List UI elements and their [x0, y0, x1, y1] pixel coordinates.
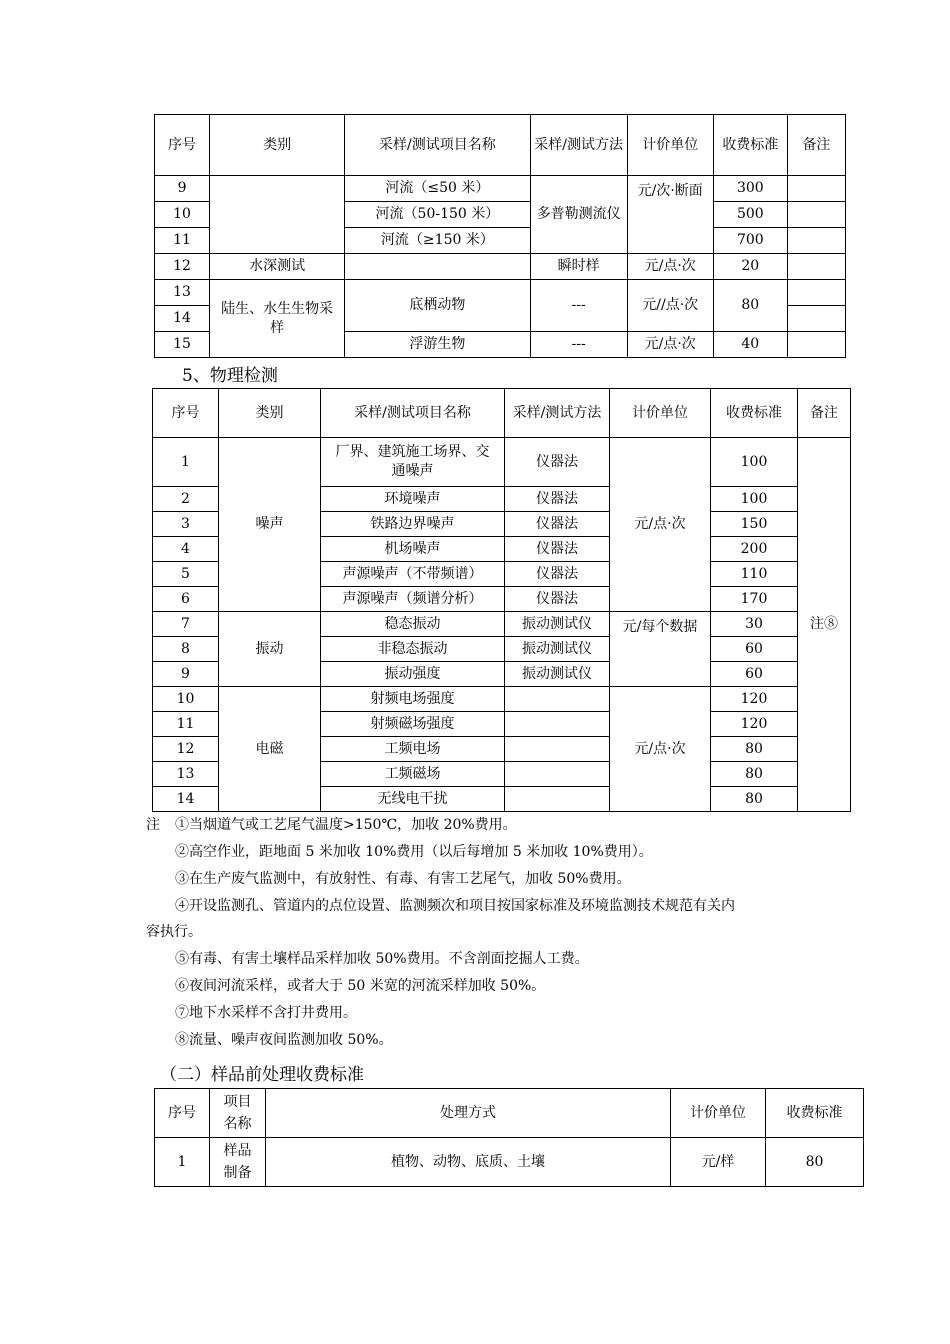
unit-cell: 元/每个数据	[610, 612, 711, 687]
item-cell: 浮游生物	[345, 332, 530, 358]
price-cell: 170	[711, 587, 798, 612]
header-cell: 计价单位	[671, 1089, 766, 1138]
header-cell: 序号	[155, 115, 210, 176]
header-cell: 序号	[153, 389, 219, 438]
row-number: 3	[153, 512, 219, 537]
item-cell: 射频电场强度	[321, 687, 505, 712]
price-cell: 40	[713, 332, 787, 358]
item-cell	[345, 254, 530, 280]
item-cell: 河流（50-150 米）	[345, 202, 530, 228]
price-cell: 100	[711, 438, 798, 487]
table-row	[155, 280, 846, 306]
row-number: 15	[155, 332, 210, 358]
table-row	[155, 176, 846, 202]
item-cell: 河流（≥150 米）	[345, 228, 530, 254]
header-cell: 类别	[219, 389, 321, 438]
header-cell: 备注	[798, 389, 851, 438]
price-cell: 30	[711, 612, 798, 637]
item-cell: 振动强度	[321, 662, 505, 687]
row-number: 10	[153, 687, 219, 712]
table-header-row	[155, 1089, 864, 1138]
note-6: ⑥夜间河流采样，或者大于 50 米宽的河流采样加收 50%。	[175, 978, 546, 994]
remark-cell	[787, 228, 845, 254]
row-number: 11	[153, 712, 219, 737]
category-cell: 振动	[219, 612, 321, 687]
note-4: ④开设监测孔、管道内的点位设置、监测频次和项目按国家标准及环境监测技术规范有关内	[175, 898, 735, 914]
notes-label: 注	[146, 817, 160, 833]
item-cell: 河流（≤50 米）	[345, 176, 530, 202]
row-number: 9	[155, 176, 210, 202]
header-cell: 计价单位	[627, 115, 713, 176]
physical-testing-table	[152, 388, 851, 812]
method-cell: 植物、动物、底质、土壤	[266, 1138, 671, 1187]
table-row	[153, 687, 851, 712]
method-cell: 仪器法	[505, 562, 610, 587]
method-cell: 振动测试仪	[505, 662, 610, 687]
item-cell: 声源噪声（频谱分析）	[321, 587, 505, 612]
header-cell: 类别	[210, 115, 345, 176]
category-cell: 噪声	[219, 438, 321, 612]
unit-cell: 元/点·次	[610, 687, 711, 812]
price-cell: 700	[713, 228, 787, 254]
category-cell: 陆生、水生生物采样	[210, 280, 345, 358]
item-cell: 无线电干扰	[321, 787, 505, 812]
section-title-pretreatment: （二）样品前处理收费标准	[160, 1065, 364, 1085]
price-cell: 300	[713, 176, 787, 202]
row-number: 14	[153, 787, 219, 812]
price-cell: 150	[711, 512, 798, 537]
row-number: 13	[153, 762, 219, 787]
header-cell: 采样/测试方法	[530, 115, 627, 176]
item-cell: 声源噪声（不带频谱）	[321, 562, 505, 587]
price-cell: 500	[713, 202, 787, 228]
table-row	[153, 438, 851, 487]
method-cell: 瞬时样	[530, 254, 627, 280]
method-cell: 振动测试仪	[505, 637, 610, 662]
item-cell: 铁路边界噪声	[321, 512, 505, 537]
header-cell: 采样/测试方法	[505, 389, 610, 438]
item-cell: 射频磁场强度	[321, 712, 505, 737]
category-cell: 电磁	[219, 687, 321, 812]
item-cell: 工频电场	[321, 737, 505, 762]
row-number: 10	[155, 202, 210, 228]
unit-cell: 元/点·次	[627, 254, 713, 280]
row-number: 13	[155, 280, 210, 306]
item-cell: 非稳态振动	[321, 637, 505, 662]
price-cell: 200	[711, 537, 798, 562]
unit-cell: 元/点·次	[627, 332, 713, 358]
header-cell: 收费标准	[713, 115, 787, 176]
header-cell: 项目名称	[210, 1089, 266, 1138]
item-cell: 底栖动物	[345, 280, 530, 332]
method-cell	[505, 712, 610, 737]
row-number: 14	[155, 306, 210, 332]
remark-cell	[787, 202, 845, 228]
note-4-continued: 容执行。	[146, 924, 202, 940]
row-number: 4	[153, 537, 219, 562]
item-cell: 稳态振动	[321, 612, 505, 637]
method-cell: 仪器法	[505, 487, 610, 512]
price-cell: 60	[711, 637, 798, 662]
header-cell: 序号	[155, 1089, 210, 1138]
header-cell: 收费标准	[711, 389, 798, 438]
section-title-physical: 5、物理检测	[182, 366, 278, 386]
name-cell: 样品制备	[210, 1138, 266, 1187]
remark-cell	[787, 332, 845, 358]
table-row	[155, 1138, 864, 1187]
item-cell: 厂界、建筑施工场界、交通噪声	[321, 438, 505, 487]
unit-cell: 元/点·次	[610, 438, 711, 612]
price-cell: 110	[711, 562, 798, 587]
price-cell: 80	[711, 737, 798, 762]
method-cell	[505, 762, 610, 787]
item-cell: 机场噪声	[321, 537, 505, 562]
method-cell: ---	[530, 332, 627, 358]
row-number: 11	[155, 228, 210, 254]
price-cell: 120	[711, 687, 798, 712]
remark-cell: 注⑧	[798, 438, 851, 812]
row-number: 8	[153, 637, 219, 662]
method-cell	[505, 737, 610, 762]
header-cell: 处理方式	[266, 1089, 671, 1138]
method-cell: 多普勒测流仪	[530, 176, 627, 254]
row-number: 1	[153, 438, 219, 487]
method-cell: 仪器法	[505, 587, 610, 612]
header-cell: 采样/测试项目名称	[321, 389, 505, 438]
price-cell: 20	[713, 254, 787, 280]
price-cell: 80	[711, 762, 798, 787]
category-cell	[210, 176, 345, 254]
item-cell: 工频磁场	[321, 762, 505, 787]
header-cell: 采样/测试项目名称	[345, 115, 530, 176]
price-cell: 100	[711, 487, 798, 512]
note-5: ⑤有毒、有害土壤样品采样加收 50%费用。不含剖面挖掘人工费。	[175, 951, 589, 967]
method-cell: 仪器法	[505, 438, 610, 487]
note-1: ①当烟道气或工艺尾气温度>150℃，加收 20%费用。	[175, 817, 517, 833]
item-cell: 环境噪声	[321, 487, 505, 512]
unit-cell: 元/次·断面	[627, 176, 713, 254]
row-number: 6	[153, 587, 219, 612]
method-cell: 振动测试仪	[505, 612, 610, 637]
note-3: ③在生产废气监测中，有放射性、有毒、有害工艺尾气，加收 50%费用。	[175, 871, 631, 887]
header-cell: 计价单位	[610, 389, 711, 438]
note-2: ②高空作业，距地面 5 米加收 10%费用（以后每增加 5 米加收 10%费用）。	[175, 844, 653, 860]
method-cell	[505, 687, 610, 712]
row-number: 7	[153, 612, 219, 637]
row-number: 12	[153, 737, 219, 762]
method-cell: ---	[530, 280, 627, 332]
row-number: 1	[155, 1138, 210, 1187]
header-cell: 收费标准	[766, 1089, 864, 1138]
remark-cell	[787, 176, 845, 202]
price-cell: 120	[711, 712, 798, 737]
remark-cell	[787, 254, 845, 280]
row-number: 5	[153, 562, 219, 587]
water-sampling-table	[154, 114, 846, 358]
method-cell	[505, 787, 610, 812]
remark-cell	[787, 306, 845, 332]
price-cell: 80	[766, 1138, 864, 1187]
note-7: ⑦地下水采样不含打井费用。	[175, 1005, 357, 1021]
price-cell: 60	[711, 662, 798, 687]
method-cell: 仪器法	[505, 512, 610, 537]
category-cell: 水深测试	[210, 254, 345, 280]
row-number: 12	[155, 254, 210, 280]
pretreatment-table	[154, 1088, 864, 1187]
table-row	[153, 612, 851, 637]
price-cell: 80	[711, 787, 798, 812]
table-row	[155, 254, 846, 280]
remark-cell	[787, 280, 845, 306]
row-number: 2	[153, 487, 219, 512]
header-cell: 备注	[787, 115, 845, 176]
unit-cell: 元//点·次	[627, 280, 713, 332]
method-cell: 仪器法	[505, 537, 610, 562]
unit-cell: 元/样	[671, 1138, 766, 1187]
row-number: 9	[153, 662, 219, 687]
table-header-row	[155, 115, 846, 176]
price-cell: 80	[713, 280, 787, 332]
note-8: ⑧流量、噪声夜间监测加收 50%。	[175, 1032, 393, 1048]
table-header-row	[153, 389, 851, 438]
